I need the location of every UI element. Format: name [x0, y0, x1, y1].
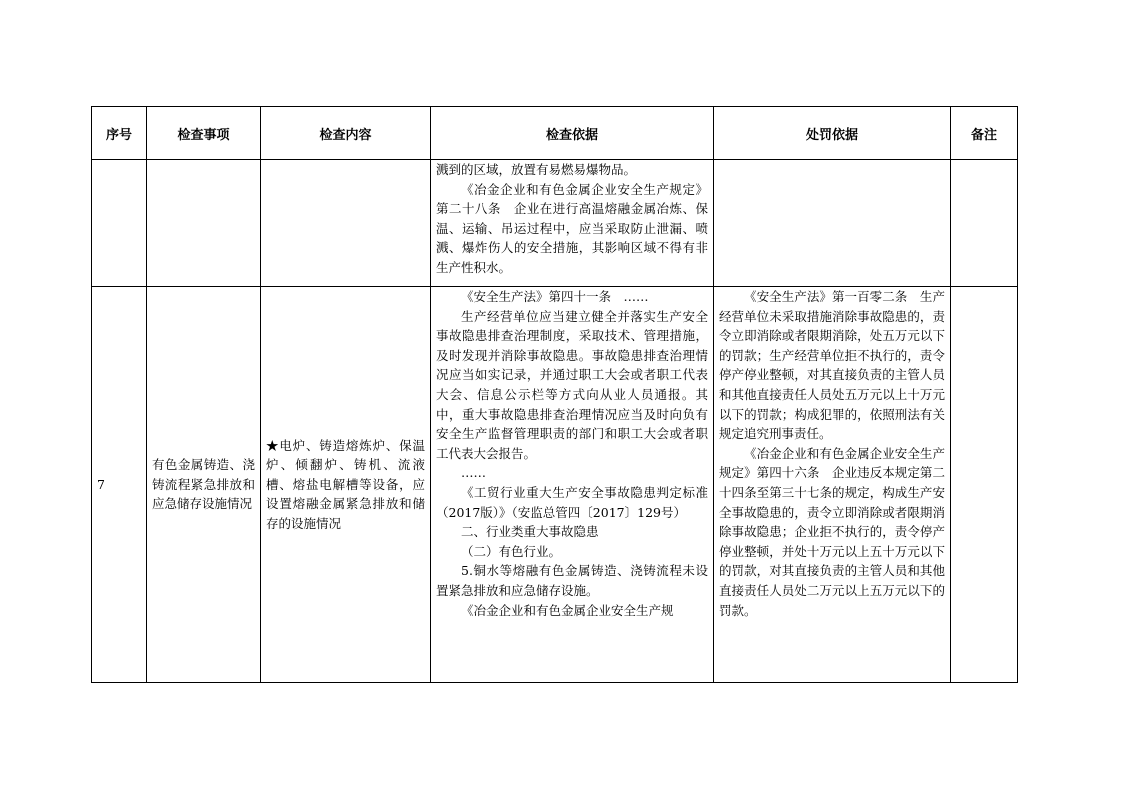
inspection-table [91, 106, 1018, 683]
basis-paragraph: 《安全生产法》第四十一条 …… [461, 289, 649, 304]
basis-paragraph: 生产经营单位应当建立健全并落实生产安全事故隐患排查治理制度，采取技术、管理措施，及时发现并消除事故隐患。事故隐患排查治理情况应当如实记录，并通过职工大会或者职工代表大会、信息公示栏等方式向从业人员通报。其中，重大事故隐患排查治理情况应当及时向负有安全生产监督管理职责的部门和职工大会或者职工代表大会报告。 [436, 308, 708, 461]
basis-paragraph: 5.铜水等熔融有色金属铸造、浇铸流程未设置紧急排放和应急储存设施。 [436, 563, 708, 598]
row2-seq: 7 [92, 287, 147, 683]
header-content: 检查内容 [261, 107, 431, 160]
row2-penalty [714, 287, 951, 683]
basis-paragraph: …… [461, 465, 486, 481]
row1-basis [431, 160, 714, 287]
basis-paragraph: 溅到的区域，放置有易燃易爆物品。 [436, 162, 637, 177]
header-seq: 序号 [92, 107, 147, 160]
basis-paragraph: 二、行业类重大事故隐患 [461, 524, 599, 540]
row2-item [147, 287, 261, 683]
header-penalty: 处罚依据 [714, 107, 951, 160]
item-text: 有色金属铸造、浇铸流程紧急排放和应急储存设施情况 [152, 457, 255, 512]
table-row [92, 287, 1018, 683]
row2-content [261, 287, 431, 683]
row1-seq [92, 160, 147, 287]
basis-paragraph: （二）有色行业。 [461, 543, 562, 559]
penalty-paragraph: 《冶金企业和有色金属企业安全生产规定》第四十六条 企业违反本规定第二十四条至第三十七条的规定，构成生产安全事故隐患的，责令立即消除或者限期消除事故隐患；企业拒不执行的，责令停产停业整顿，并处十万元以上五十万元以下的罚款，对其直接负责的主管人员和其他直接责任人员处二万元以上五万元以下的罚款。 [719, 445, 945, 618]
header-basis: 检查依据 [431, 107, 714, 160]
basis-paragraph: 《冶金企业和有色金属企业安全生产规定》第二十八条 企业在进行高温熔融金属冶炼、保温、运输、吊运过程中，应当采取防止泄漏、喷溅、爆炸伤人的安全措施，其影响区域不得有非生产性积水。 [436, 181, 708, 275]
basis-paragraph: 《冶金企业和有色金属企业安全生产规 [461, 602, 674, 618]
basis-paragraph: 《工贸行业重大生产安全事故隐患判定标准（2017版）》（安监总管四〔2017〕129号） [436, 484, 708, 520]
row1-remarks [951, 160, 1018, 287]
row1-content [261, 160, 431, 287]
header-row [92, 107, 1018, 160]
row2-remarks [951, 287, 1018, 683]
content-text: ★电炉、铸造熔炼炉、保温炉、倾翻炉、铸机、流液槽、熔盐电解槽等设备，应设置熔融金属紧急排放和储存的设施情况 [266, 437, 425, 531]
penalty-paragraph: 《安全生产法》第一百零二条 生产经营单位未采取措施消除事故隐患的，责令立即消除或者限期消除，处五万元以下的罚款；生产经营单位拒不执行的，责令停产停业整顿，对其直接负责的主管人员和其他直接责任人员处五万元以上十万元以下的罚款；构成犯罪的，依照刑法有关规定追究刑事责任。 [719, 289, 945, 442]
row1-item [147, 160, 261, 287]
table-row [92, 160, 1018, 287]
header-remarks: 备注 [951, 107, 1018, 160]
row2-basis [431, 287, 714, 683]
header-item: 检查事项 [147, 107, 261, 160]
row1-penalty [714, 160, 951, 287]
